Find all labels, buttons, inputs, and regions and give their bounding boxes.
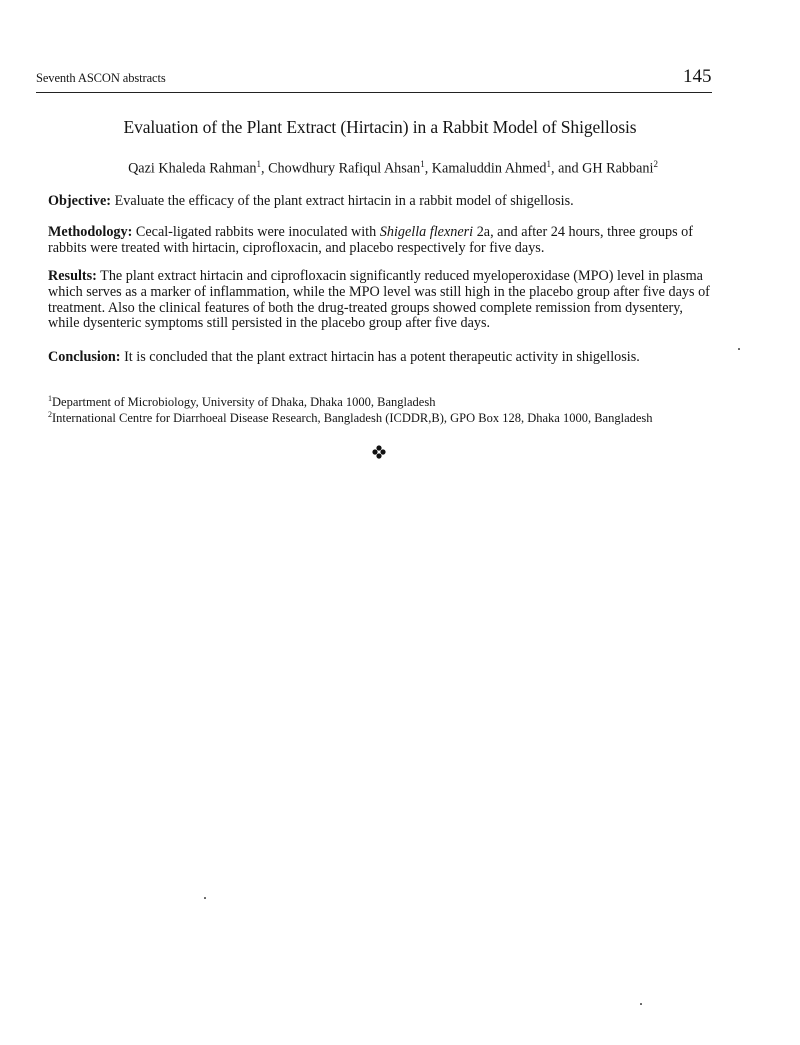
affiliation-text: International Centre for Diarrhoeal Disease Research, Bangladesh (ICDDR,B), GPO Box 128, Dhaka 1000, Bangladesh [52,411,653,426]
results-label: Results: [48,268,97,284]
conclusion-label: Conclusion: [48,349,121,365]
author-name: GH Rabbani [582,160,654,177]
affiliation-mark: 1 [48,394,52,403]
author-name: Chowdhury Rafiqul Ahsan [268,160,421,177]
author-list [36,159,750,178]
author-name: Kamaluddin Ahmed [431,160,547,177]
affiliation-mark: 1 [256,159,261,169]
running-header-journal: Seventh ASCON abstracts [36,71,166,85]
scan-speck [738,348,740,350]
objective-paragraph [48,194,717,210]
header-rule [36,92,712,93]
methodology-text: Cecal-ligated rabbits were inoculated with [132,224,380,240]
affiliation-mark: 1 [420,159,425,169]
author-separator: , [424,160,432,177]
objective-text: Evaluate the efficacy of the plant extract hirtacin in a rabbit model of shigellosis. [111,193,574,209]
methodology-label: Methodology: [48,224,133,240]
conclusion-text: It is concluded that the plant extract hirtacin has a potent therapeutic activity in shigellosis. [120,349,640,365]
results-paragraph [48,269,717,332]
page-number: 145 [683,66,712,87]
author-separator: , [260,160,269,177]
affiliation-mark: 2 [653,159,658,169]
affiliation-text: Department of Microbiology, University of Dhaka, Dhaka 1000, Bangladesh [52,395,436,410]
methodology-text: 2a, and after 24 hours, three groups of rabbits were treated with hirtacin, ciprofloxacin, and placebo respectively for five days. [48,224,693,256]
scan-speck [204,897,206,899]
author-separator: , and [550,160,583,177]
affiliation-mark: 2 [48,410,52,419]
scan-speck [640,1003,642,1005]
conclusion-paragraph [48,350,717,366]
four-petal-ornament-icon [372,445,386,459]
affiliation-2 [48,407,748,426]
organism-name: Shigella flexneri [379,224,474,240]
article-title: Evaluation of the Plant Extract (Hirtacin) in a Rabbit Model of Shigellosis [123,117,637,137]
author-name: Qazi Khaleda Rahman [128,160,257,177]
affiliation-mark: 1 [546,159,551,169]
objective-label: Objective: [48,193,112,209]
results-text: The plant extract hirtacin and ciprofloxacin significantly reduced myeloperoxidase (MPO) level in plasma which serves as a marker of inflammation, while the MPO level was still high in the placebo group after five days of treatment. Also the clinical features of both the drug-treated groups showed complete remission from dysentery, while dysenteric symptoms still persisted in the placebo group after five days. [48,268,710,332]
methodology-paragraph [48,225,717,257]
